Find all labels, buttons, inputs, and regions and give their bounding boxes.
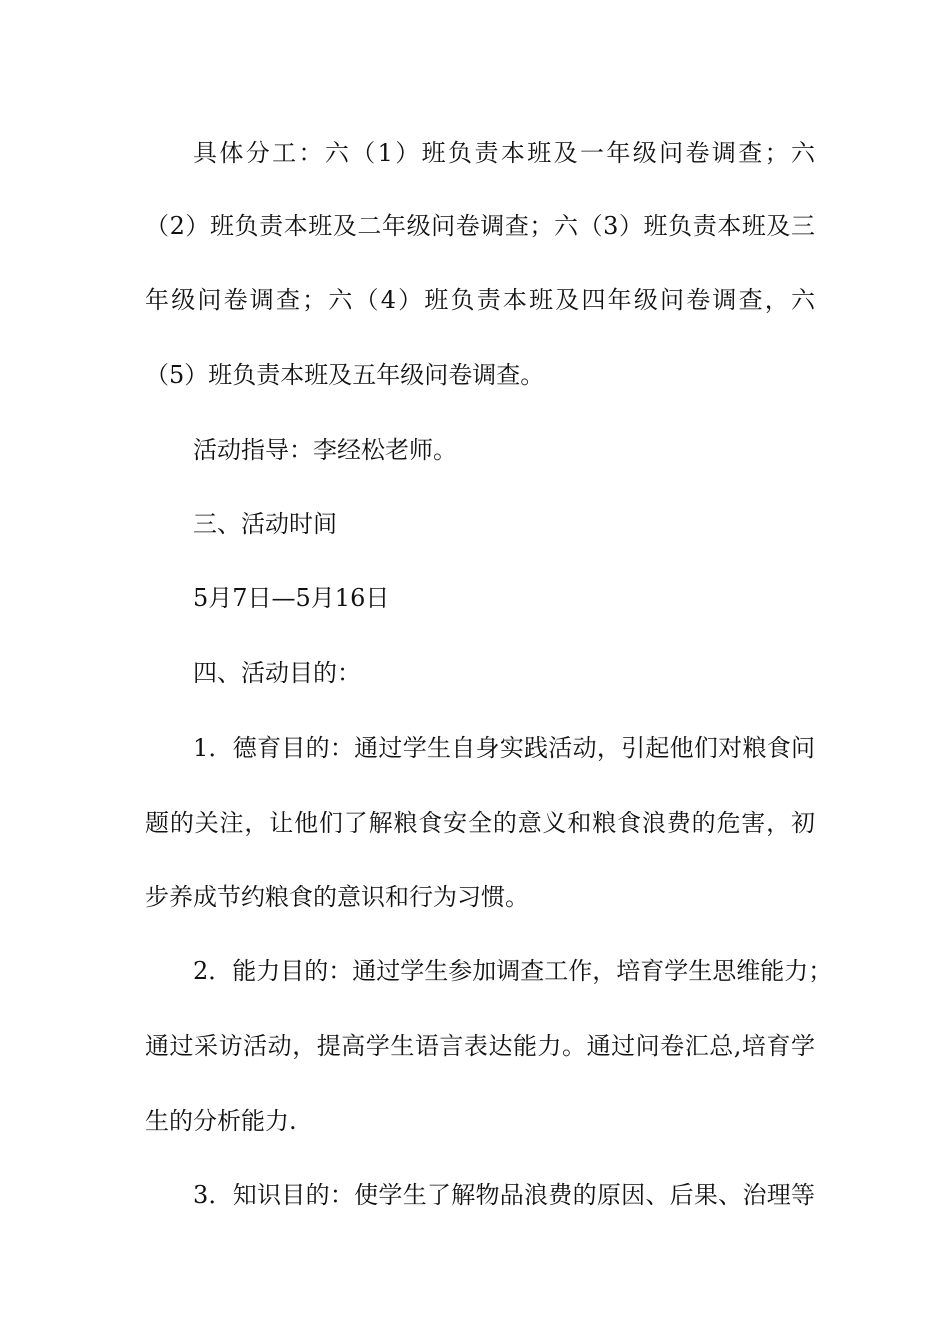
paragraph-division-line-3: 年级问卷调查；六（4）班负责本班及四年级问卷调查，六 (145, 286, 815, 314)
goal-knowledge-line-1: 3．知识目的：使学生了解物品浪费的原因、后果、治理等 (193, 1181, 815, 1209)
paragraph-division-line-4: （5）班负责本班及五年级问卷调查。 (145, 361, 545, 389)
heading-activity-goals: 四、活动目的： (193, 659, 361, 687)
activity-guide: 活动指导：李经松老师。 (193, 436, 457, 464)
goal-ability-line-2: 通过采访活动，提高学生语言表达能力。通过问卷汇总,培育学 (145, 1032, 815, 1060)
activity-date-range: 5月7日—5月16日 (193, 584, 390, 612)
goal-moral-line-1: 1．德育目的：通过学生自身实践活动，引起他们对粮食问 (193, 734, 815, 762)
goal-ability-line-1: 2．能力目的：通过学生参加调查工作，培育学生思维能力； (193, 957, 833, 985)
goal-ability-line-3: 生的分析能力. (145, 1107, 297, 1135)
heading-activity-time: 三、活动时间 (193, 510, 337, 538)
paragraph-division-line-2: （2）班负责本班及二年级问卷调查；六（3）班负责本班及三 (145, 212, 815, 240)
goal-moral-line-3: 步养成节约粮食的意识和行为习惯。 (145, 883, 529, 911)
goal-moral-line-2: 题的关注，让他们了解粮食安全的意义和粮食浪费的危害，初 (145, 809, 815, 837)
paragraph-division-line-1: 具体分工：六（1）班负责本班及一年级问卷调查；六 (193, 139, 815, 167)
